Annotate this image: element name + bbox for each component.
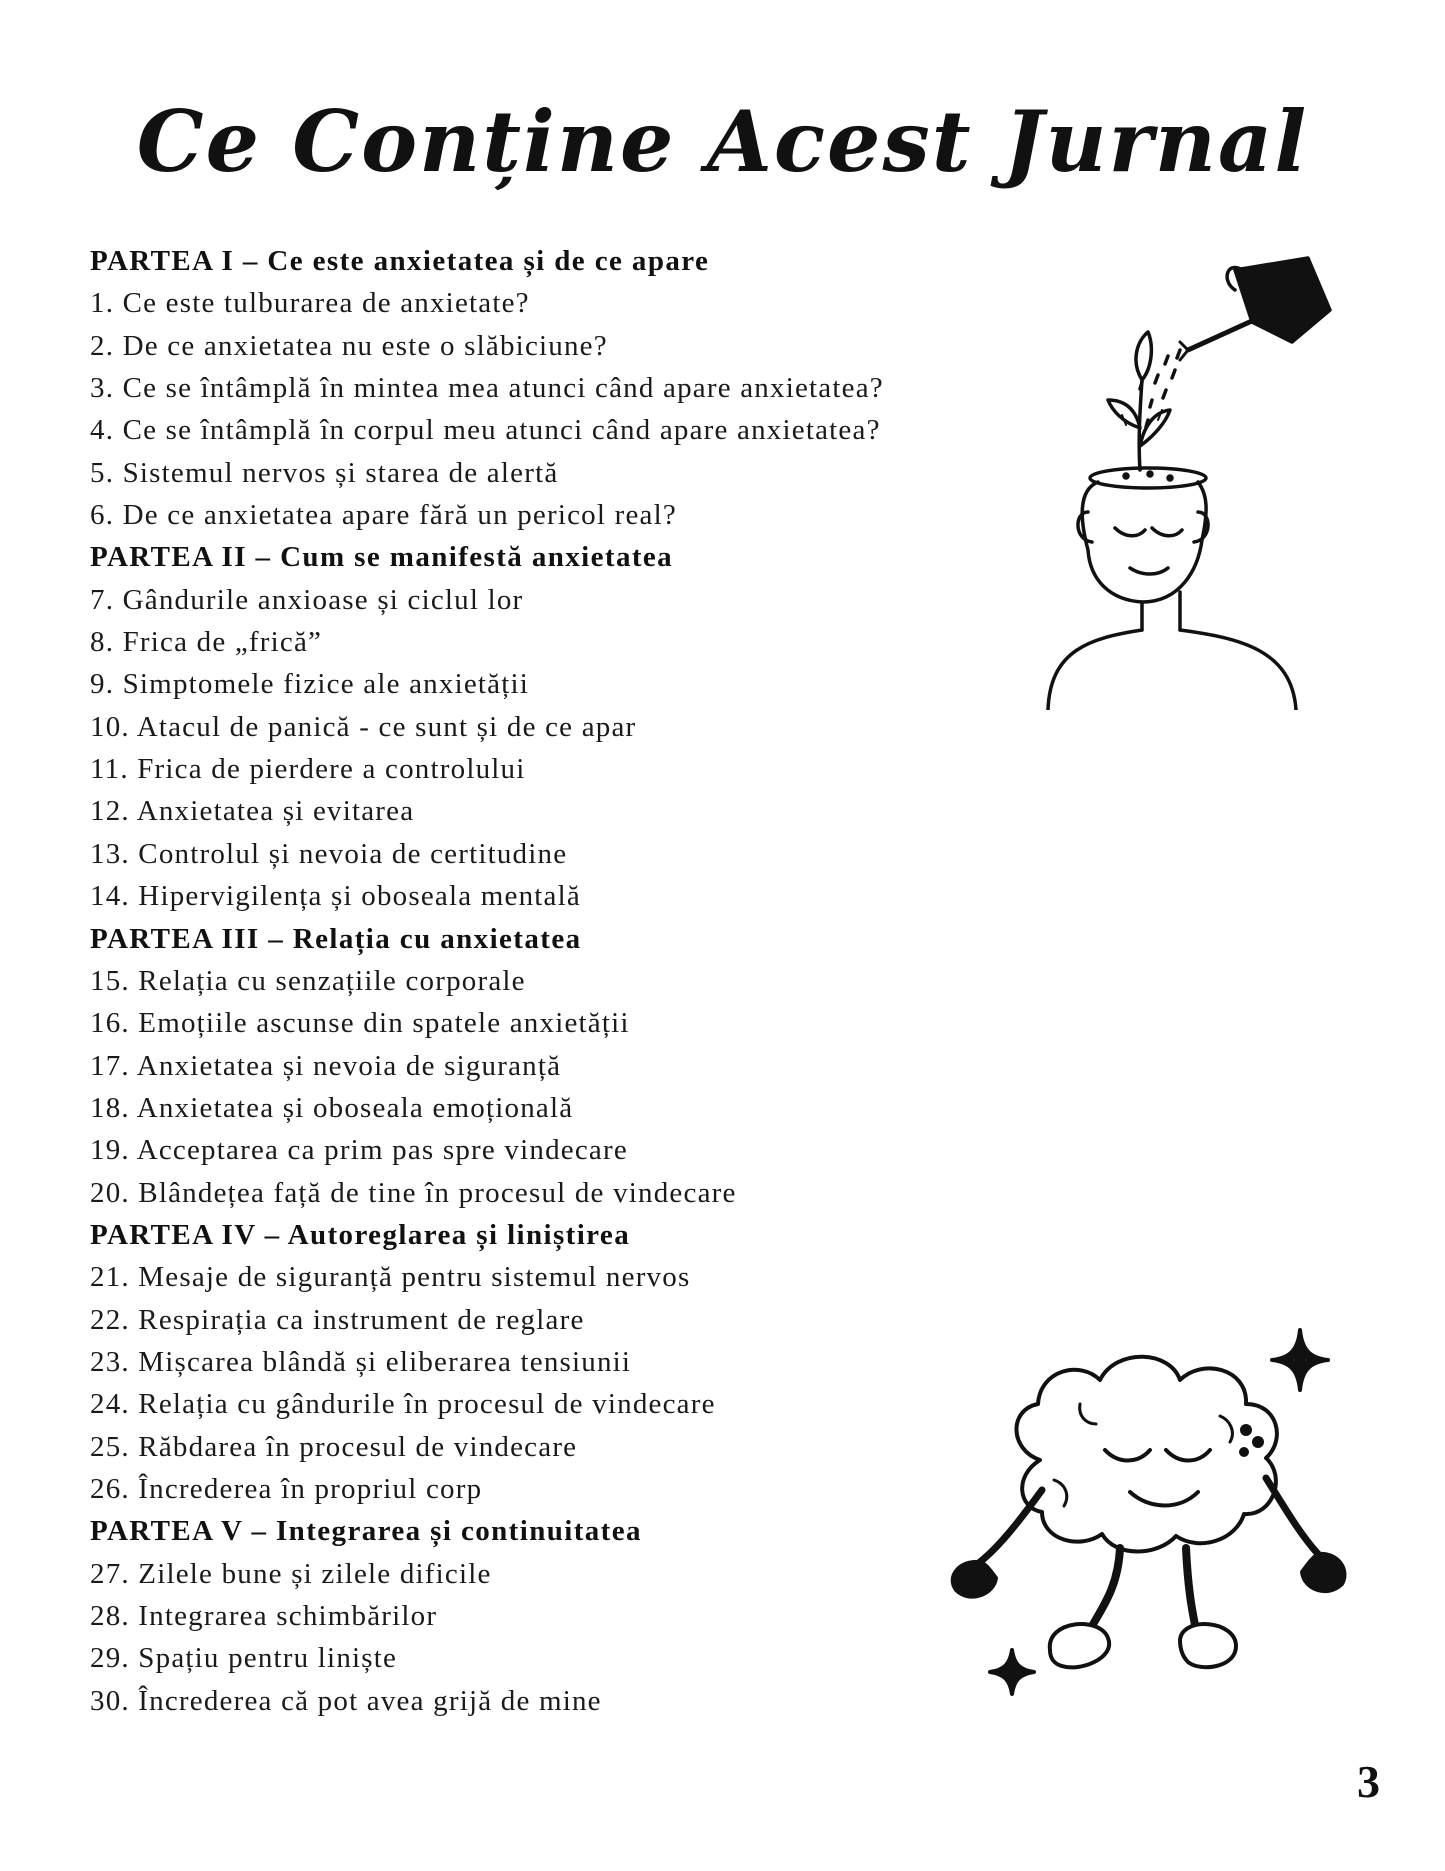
toc-part-heading: PARTEA IV – Autoreglarea și liniștirea [90, 1218, 631, 1251]
toc-part-heading: PARTEA III – Relația cu anxietatea [90, 922, 582, 955]
toc-item: 21. Mesaje de siguranță pentru sistemul nervos [90, 1261, 691, 1294]
toc-item: 16. Emoțiile ascunse din spatele anxietății [90, 1007, 630, 1040]
toc-item: 22. Respirația ca instrument de reglare [90, 1303, 585, 1336]
toc-item: 19. Acceptarea ca prim pas spre vindecare [90, 1134, 628, 1167]
toc-item: 25. Răbdarea în procesul de vindecare [90, 1430, 578, 1463]
toc-item: 9. Simptomele fizice ale anxietății [90, 668, 529, 701]
toc-part-heading: PARTEA II – Cum se manifestă anxietatea [90, 541, 674, 574]
meditating-brain-icon [930, 1320, 1370, 1720]
page-number: 3 [1357, 1756, 1380, 1807]
toc-item: 24. Relația cu gândurile în procesul de vindecare [90, 1388, 716, 1421]
toc-item: 3. Ce se întâmplă în mintea mea atunci când apare anxietatea? [90, 372, 884, 405]
table-of-contents [90, 240, 990, 1722]
toc-part-heading: PARTEA V – Integrarea și continuitatea [90, 1515, 642, 1548]
toc-item: 7. Gândurile anxioase și ciclul lor [90, 583, 524, 616]
toc-item: 23. Mișcarea blândă și eliberarea tensiunii [90, 1345, 632, 1378]
toc-item: 30. Încrederea că pot avea grijă de mine [90, 1684, 602, 1717]
toc-item: 15. Relația cu senzațiile corporale [90, 964, 526, 997]
toc-item: 4. Ce se întâmplă în corpul meu atunci când apare anxietatea? [90, 414, 881, 447]
watering-can-plant-head-icon [1030, 250, 1370, 710]
toc-item: 14. Hipervigilența și oboseala mentală [90, 880, 581, 913]
toc-item: 17. Anxietatea și nevoia de siguranță [90, 1049, 562, 1082]
toc-item: 27. Zilele bune și zilele dificile [90, 1557, 492, 1590]
toc-item: 11. Frica de pierdere a controlului [90, 753, 526, 786]
toc-item: 20. Blândețea față de tine în procesul de vindecare [90, 1176, 737, 1209]
toc-item: 2. De ce anxietatea nu este o slăbiciune? [90, 329, 608, 362]
toc-item: 26. Încrederea în propriul corp [90, 1472, 483, 1505]
toc-item: 8. Frica de „frică” [90, 626, 323, 659]
toc-item: 6. De ce anxietatea apare fără un pericol real? [90, 499, 677, 532]
toc-item: 12. Anxietatea și evitarea [90, 795, 415, 828]
toc-item: 5. Sistemul nervos și starea de alertă [90, 456, 559, 489]
toc-part-heading: PARTEA I – Ce este anxietatea și de ce apare [90, 245, 710, 277]
toc-item: 28. Integrarea schimbărilor [90, 1600, 438, 1632]
toc-item: 18. Anxietatea și oboseala emoțională [90, 1091, 574, 1124]
toc-item: 1. Ce este tulburarea de anxietate? [90, 287, 530, 320]
page-title: Ce Conține Acest Jurnal [136, 92, 1309, 191]
toc-item: 10. Atacul de panică - ce sunt și de ce apar [90, 710, 637, 743]
toc-item: 29. Spațiu pentru liniște [90, 1642, 398, 1675]
toc-item: 13. Controlul și nevoia de certitudine [90, 837, 568, 870]
